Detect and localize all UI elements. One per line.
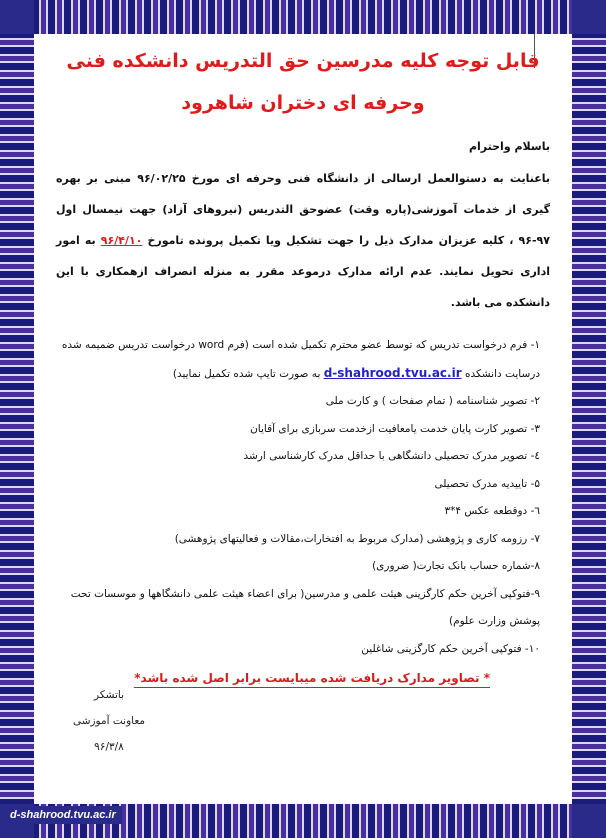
list-item: ٤- تصویر مدرک تحصیلی دانشگاهی با حداقل مدرک کارشناسی ارشد (243, 450, 540, 462)
announcement-paragraph (56, 163, 550, 318)
border-corner (572, 0, 606, 34)
paragraph-part2: به امور اداری تحویل نمایند. عدم ارائه مدارک درموعد مقرر به منزله انصراف ازهمکاری با این دانشکده می باشد. (56, 234, 550, 309)
border-corner (572, 804, 606, 838)
border-left (0, 0, 34, 838)
signature-date: ۹۶/۳/۸ (94, 741, 124, 753)
border-right (572, 0, 606, 838)
requirements-list (56, 332, 550, 663)
note-text: * تصاویر مدارک دریافت شده میبایست برابر اصل شده باشد* (134, 671, 490, 688)
signature-thanks: باتشکر (93, 689, 124, 701)
website-link[interactable]: d-shahrood.tvu.ac.ir (323, 365, 462, 380)
deadline-date: ۹۶/۴/۱۰ (100, 234, 143, 247)
list-item: ۵- تاییدیه مدرک تحصیلی (434, 477, 540, 490)
list-item: ٦- دوقطعه عکس ۴*۳ (444, 505, 540, 517)
list-item: ۸-شماره حساب بانک تجارت( ضروری) (372, 560, 540, 572)
paragraph-part1: باعنایت به دستوالعمل ارسالی از دانشگاه فنی وحرفه ای مورخ ۹۶/۰۲/۲۵ مبنی بر بهره گیری از خدمات آموزشی(پاره وقت) عضوحق التدریس (نیروهای آزاد) جهت نیمسال اول ۹۷-۹۶ ، کلیه عزیزان مدارک ذیل را جهت تشکیل ویا تکمیل پرونده تامورخ (56, 172, 550, 247)
document-page (34, 34, 572, 804)
list-item: ۷- رزومه کاری و پژوهشی (مدارک مربوط به افتخارات،مقالات و فعالیتهای پژوهشی) (174, 532, 540, 545)
signature-office: معاونت آموزشی (72, 715, 146, 727)
greeting: باسلام واحترام (468, 140, 550, 153)
list-item: ۱۰- فتوکپی آخرین حکم کارگزینی شاغلین (361, 642, 540, 655)
signature-block (54, 682, 164, 760)
list-item: ۹-فتوکپی آخرین حکم کارگزینی هیئت علمی و مدرسین( برای اعضاء هیئت علمی دانشگاهها و موسسات تحت پوشش وزارت علوم) (70, 587, 540, 627)
list-item (56, 332, 550, 388)
item-1-text: ۱- فرم درخواست تدریس که توسط عضو محترم تکمیل شده است (فرم word درخواست تدریس ضمیمه شده درسایت دانشکده (61, 339, 540, 380)
border-top (0, 0, 606, 34)
border-corner (0, 0, 34, 34)
item-1-tail: به صورت تایپ شده تکمیل نمایید) (172, 367, 321, 380)
site-watermark: d-shahrood.tvu.ac.ir (4, 806, 122, 824)
document-title: قابل توجه کلیه مدرسین حق التدریس دانشکده فنی وحرفه ای دختران شاهرود (66, 50, 540, 114)
list-item: ۳- تصویر کارت پایان خدمت یامعافیت ازخدمت سربازی برای آقایان (250, 422, 540, 435)
list-item: ۲- تصویر شناسنامه ( تمام صفحات ) و کارت ملی (325, 395, 540, 407)
